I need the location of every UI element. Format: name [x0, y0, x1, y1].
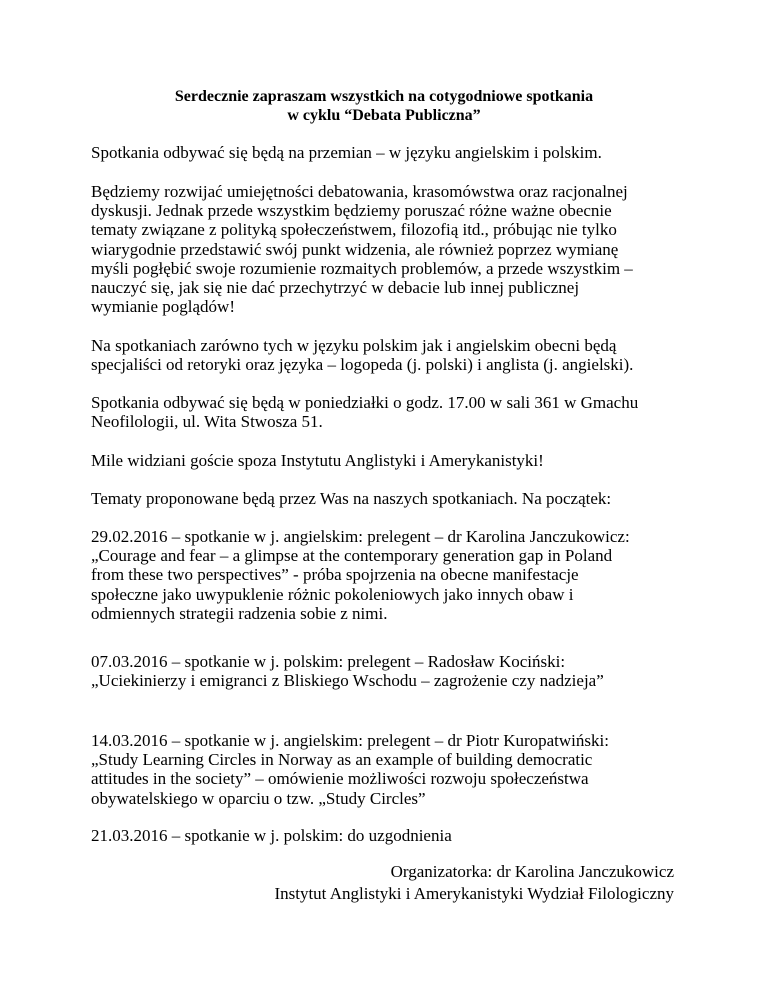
document-heading [0, 87, 768, 125]
signature-line: Instytut Anglistyki i Amerykanistyki Wydział Filologiczny [274, 884, 674, 903]
paragraph-line: specjaliści od retoryki oraz języka – logopeda (j. polski) i anglista (j. angielski). [91, 355, 634, 375]
paragraph-line: dyskusji. Jednak przede wszystkim będziemy poruszać różne ważne obecnie [91, 201, 612, 221]
paragraph-line: tematy związane z polityką społeczeństwem, filozofią itd., próbując nie tylko [91, 220, 617, 240]
paragraph-guests-welcome [91, 451, 691, 470]
paragraph-line: myśli pogłębić swoje rozumienie rozmaitych problemów, a przede wszystkim – [91, 258, 633, 278]
paragraph-line: attitudes in the society” – omówienie możliwości rozwoju społeczeństwa [91, 769, 589, 789]
paragraph-line: 07.03.2016 – spotkanie w j. polskim: prelegent – Radosław Kociński: [91, 652, 566, 671]
paragraph-line: społeczne jako uwypuklenie różnic pokoleniowych jako innych obaw i [91, 584, 574, 604]
paragraph-line: Tematy proponowane będą przez Was na naszych spotkaniach. Na początek: [91, 489, 612, 508]
paragraph-alternating-languages [91, 143, 691, 162]
paragraph-line: 14.03.2016 – spotkanie w j. angielskim: prelegent – dr Piotr Kuropatwiński: [91, 731, 609, 750]
paragraph-line: Mile widziani goście spoza Instytutu Anglistyki i Amerykanistyki! [91, 451, 544, 470]
paragraph-line: wiarygodnie przedstawić swój punkt widzenia, ale również poprzez wymianę [91, 239, 619, 259]
paragraph-line: „Courage and fear – a glimpse at the contemporary generation gap in Poland [91, 546, 613, 566]
paragraph-line: 21.03.2016 – spotkanie w j. polskim: do uzgodnienia [91, 826, 452, 845]
meeting-entry-2016-03-21 [91, 826, 691, 845]
meeting-entry-2016-02-29 [91, 527, 691, 623]
heading-line: Serdecznie zapraszam wszystkich na cotygodniowe spotkania [174, 88, 594, 105]
paragraph-line: Spotkania odbywać się będą na przemian – w języku angielskim i polskim. [91, 143, 602, 162]
paragraph-line: wymianie poglądów! [91, 297, 235, 317]
paragraph-line: nauczyć się, jak się nie dać przechytrzyć w debacie lub innej publicznej [91, 278, 580, 298]
paragraph-line: from these two perspectives” - próba spojrzenia na obecne manifestacje [91, 565, 579, 585]
paragraph-line: odmiennych strategii radzenia sobie z nimi. [91, 603, 388, 623]
paragraph-topics-intro [91, 489, 691, 508]
paragraph-line: Neofilologii, ul. Wita Stwosza 51. [91, 412, 323, 432]
paragraph-schedule-location [91, 393, 691, 431]
paragraph-line: 29.02.2016 – spotkanie w j. angielskim: prelegent – dr Karolina Janczukowicz: [91, 527, 630, 546]
paragraph-line: obywatelskiego w oparciu o tzw. „Study Circles” [91, 788, 426, 808]
paragraph-line: Spotkania odbywać się będą w poniedziałki o godz. 17.00 w sali 361 w Gmachu [91, 393, 639, 412]
paragraph-line: Na spotkaniach zarówno tych w języku polskim jak i angielskim obecni będą [91, 336, 617, 355]
meeting-entry-2016-03-14 [91, 731, 691, 808]
paragraph-goals [91, 182, 691, 316]
heading-line: w cyklu “Debata Publiczna” [287, 107, 481, 124]
organizer-signature [274, 861, 674, 905]
paragraph-line: „Study Learning Circles in Norway as an example of building democratic [91, 750, 593, 770]
paragraph-line: „Uciekinierzy i emigranci z Bliskiego Wschodu – zagrożenie czy nadzieja” [91, 671, 604, 691]
meeting-entry-2016-03-07 [91, 652, 691, 690]
paragraph-line: Będziemy rozwijać umiejętności debatowania, krasomówstwa oraz racjonalnej [91, 182, 628, 201]
paragraph-specialists [91, 336, 691, 374]
signature-line: Organizatorka: dr Karolina Janczukowicz [390, 862, 674, 881]
